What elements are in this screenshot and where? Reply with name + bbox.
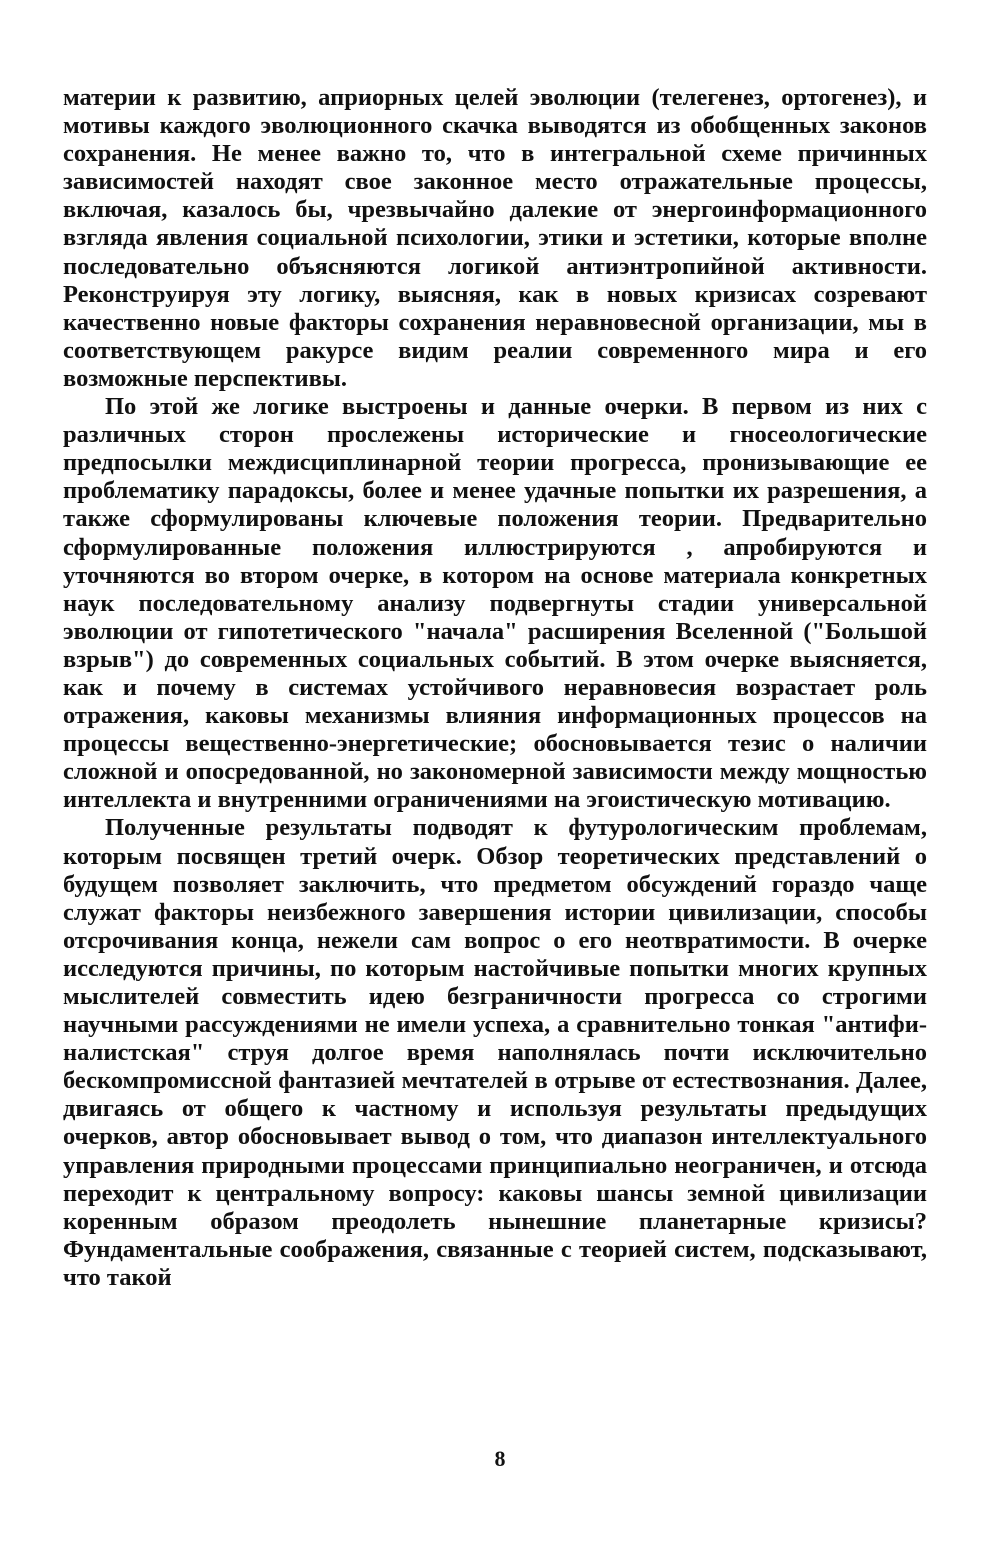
paragraph-2: По этой же логике выстроены и данные очерки. В первом из них с различных сторон прослежены исторические и гносеологические предпосылки междисциплинарной теории прогресса, пронизывающие ее проблематику парадоксы, более и менее удачные попытки их разрешения, а также сформулированы ключевые положения теории. Предварительно сформулированные положения иллюстрируются , апробируются и уточняются во втором очерке, в котором на основе материала конкретных наук последовательному анализу подвергнуты стадии универсальной эволюции от гипотетического "начала" расширения Вселенной ("Большой взрыв") до современных социальных событий. В этом очерке выясняется, как и почему в системах устойчивого неравновесия возрастает роль отражения, каковы механизмы влияния информационных процессов на процессы вещественно-энергетические; обосновывается тезис о наличии сложной и опосредованной, но закономерной зависимости между мощностью интеллекта и внутренними ограничениями на эгоистическую мотивацию. xyxy=(63,393,927,814)
paragraph-1: материи к развитию, априорных целей эволюции (телегенез, ортогенез), и мотивы каждого эволюционного скачка выводятся из обобщенных законов сохранения. Не менее важно то, что в интегральной схеме причинных зависимостей находят свое законное место отражательные процессы, включая, казалось бы, чрезвычайно далекие от энергоинформационного взгляда явления социальной психологии, этики и эстетики, которые вполне последовательно объясняются логикой антиэнтропийной активности. Реконструируя эту логику, выясняя, как в новых кризисах созревают качественно новые факторы сохранения неравновесной организации, мы в соответствующем ракурсе видим реалии современного мира и его возможные перспективы. xyxy=(63,84,927,392)
paragraph-3: Полученные результаты подводят к футурологическим проблемам, которым посвящен третий очерк. Обзор теоретических представлений о будущем позволяет заключить, что предметом обсуждений гораздо чаще служат факторы неизбежного завершения истории цивилизации, способы отсрочивания конца, нежели сам вопрос о его неотвратимости. В очерке исследуются причины, по которым настойчивые попытки многих крупных мыслителей совместить идею безграничности прогресса со строгими научными рассуждениями не имели успеха, а сравнительно тонкая "антифиналистская" струя долгое время наполнялась почти исключительно бескомпромиссной фантазией мечтателей в отрыве от естествознания. Далее, двигаясь от общего к частному и используя результаты предыдущих очерков, автор обосновывает вывод о том, что диапазон интеллектуального управления природными процессами принципиально неограничен, и отсюда переходит к центральному вопросу: каковы шансы земной цивилизации коренным образом преодолеть нынешние планетарные кризисы? Фундаментальные соображения, связанные с теорией систем, подсказывают, что такой xyxy=(63,814,927,1291)
page-body xyxy=(63,84,927,1292)
page-number: 8 xyxy=(494,1446,506,1471)
